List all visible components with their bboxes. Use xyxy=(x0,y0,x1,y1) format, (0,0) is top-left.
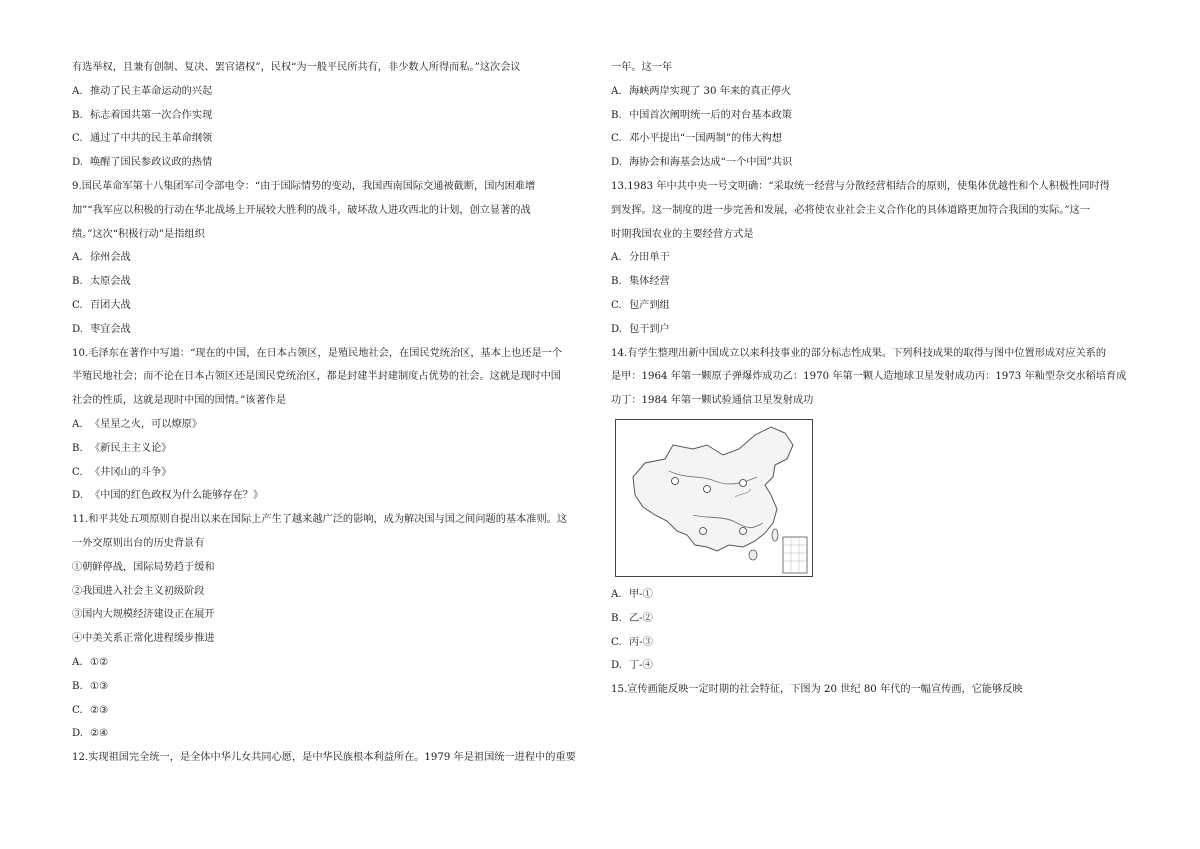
location-marker xyxy=(740,527,747,534)
option-d[interactable]: D. ②④ xyxy=(72,728,109,740)
stem-line: 有选举权，且兼有创制、复决、罢官诸权”，民权“为一般平民所共有，非少数人所得而私。”这次会议 xyxy=(72,62,521,73)
list-item: ①朝鲜停战，国际局势趋于缓和 xyxy=(72,561,215,573)
stem-line: 社会的性质，这就是现时中国的国情。”该著作是 xyxy=(72,395,287,407)
location-marker xyxy=(740,479,747,486)
option-c[interactable]: C. 包产到组 xyxy=(611,299,670,311)
location-marker xyxy=(672,477,679,484)
option-c[interactable]: C. 《井冈山的斗争》 xyxy=(72,466,172,478)
right-column xyxy=(611,56,1129,702)
stem-line: 加”“我军应以积极的行动在华北战场上开展较大胜利的战斗，破坏敌人进攻西北的计划，创立显著的战 xyxy=(72,204,531,216)
list-item: ③国内大规模经济建设正在展开 xyxy=(72,609,215,621)
q8-tail xyxy=(72,56,590,80)
option-c[interactable]: C. 丙-③ xyxy=(611,636,653,648)
option-d[interactable]: D. 《中国的红色政权为什么能够存在？》 xyxy=(72,490,264,502)
q12-tail xyxy=(611,56,1129,80)
option-a[interactable]: A. 分田单干 xyxy=(611,252,670,264)
stem-line: 绩。”这次“积极行动”是指组织 xyxy=(72,228,205,240)
option-b[interactable]: B. 乙-② xyxy=(611,612,653,624)
list-item: ②我国进入社会主义初级阶段 xyxy=(72,585,205,597)
q11-options xyxy=(72,651,590,746)
option-a[interactable]: A. 徐州会战 xyxy=(72,252,131,264)
list-item: ④中美关系正常化进程缓步推进 xyxy=(72,633,215,645)
option-b[interactable]: B. 太原会战 xyxy=(72,276,131,288)
q8-options xyxy=(72,80,590,175)
left-column xyxy=(72,56,590,770)
option-d[interactable]: D. 包干到户 xyxy=(611,323,670,335)
china-map-figure xyxy=(615,419,813,577)
q11-stem xyxy=(72,508,590,556)
q12-stem xyxy=(72,746,590,770)
stem-line: 时期我国农业的主要经营方式是 xyxy=(611,228,754,240)
stem-line: 10.毛泽东在著作中写道：“现在的中国，在日本占领区，是殖民地社会，在国民党统治区，基本上也还是一个 xyxy=(72,347,563,359)
q10-options xyxy=(72,413,590,508)
stem-line: 半殖民地社会；而不论在日本占领区还是国民党统治区，都是封建半封建制度占优势的社会。这就是现时中国 xyxy=(72,371,561,383)
stem-line: 到发挥。这一制度的进一步完善和发展，必将使农业社会主义合作化的具体道路更加符合我国的实际。”这一 xyxy=(611,204,1090,216)
option-b[interactable]: B. 《新民主主义论》 xyxy=(72,442,172,454)
taiwan-island xyxy=(772,529,778,541)
option-b[interactable]: B. 中国首次阐明统一后的对台基本政策 xyxy=(611,109,792,121)
option-c[interactable]: C. 通过了中共的民主革命纲领 xyxy=(72,133,213,145)
option-c[interactable]: C. ②③ xyxy=(72,704,109,716)
q9-stem xyxy=(72,175,590,246)
stem-line: 13.1983 年中共中央一号文明确：“采取统一经营与分散经营相结合的原则，使集体优越性和个人积极性同时得 xyxy=(611,180,1110,192)
stem-line: 是甲：1964 年第一颗原子弹爆炸成功乙：1970 年第一颗人造地球卫星发射成功丙：1973 年籼型杂交水稻培育成 xyxy=(611,371,1127,383)
stem-line: 一外交原则出台的历史背景有 xyxy=(72,537,205,549)
stem-line: 11.和平共处五项原则自提出以来在国际上产生了越来越广泛的影响，成为解决国与国之间问题的基本准则。这 xyxy=(72,514,568,526)
option-a[interactable]: A. ①② xyxy=(72,656,109,668)
stem-line: 一年。这一年 xyxy=(611,62,673,73)
q13-options xyxy=(611,246,1129,341)
stem-line: 12.实现祖国完全统一，是全体中华儿女共同心愿，是中华民族根本利益所在。1979 年是祖国统一进程中的重要 xyxy=(72,752,576,764)
option-d[interactable]: D. 枣宜会战 xyxy=(72,323,131,335)
q11-items xyxy=(72,556,590,651)
q15-stem xyxy=(611,678,1129,702)
south-sea-inset xyxy=(783,537,807,573)
stem-line: 9.国民革命军第十八集团军司令部电令：“由于国际情势的变动，我国西南国际交通被截断，国内困难增 xyxy=(72,180,536,192)
q14-options xyxy=(611,583,1129,678)
q10-stem xyxy=(72,342,590,413)
location-marker xyxy=(704,485,711,492)
option-a[interactable]: A. 《星星之火，可以燎原》 xyxy=(72,418,203,430)
stem-line: 功丁：1984 年第一颗试验通信卫星发射成功 xyxy=(611,395,814,407)
q14-stem xyxy=(611,342,1129,413)
option-b[interactable]: B. 标志着国共第一次合作实现 xyxy=(72,109,213,121)
stem-line: 14.有学生整理出新中国成立以来科技事业的部分标志性成果。下列科技成果的取得与图中位置形成对应关系的 xyxy=(611,347,1107,359)
option-c[interactable]: C. 邓小平提出“一国两制”的伟大构想 xyxy=(611,133,783,145)
option-a[interactable]: A. 海峡两岸实现了 30 年来的真正停火 xyxy=(611,85,792,97)
stem-line: 15.宣传画能反映一定时期的社会特征，下图为 20 世纪 80 年代的一幅宣传画，它能够反映 xyxy=(611,684,1023,696)
location-marker xyxy=(700,527,707,534)
option-b[interactable]: B. ①③ xyxy=(72,680,109,692)
option-b[interactable]: B. 集体经营 xyxy=(611,276,670,288)
option-d[interactable]: D. 海协会和海基会达成“一个中国”共识 xyxy=(611,157,793,169)
option-c[interactable]: C. 百团大战 xyxy=(72,299,131,311)
option-a[interactable]: A. 甲-① xyxy=(611,588,653,600)
q13-stem xyxy=(611,175,1129,246)
hainan-island xyxy=(749,550,757,560)
option-d[interactable]: D. 丁-④ xyxy=(611,660,653,672)
q9-options xyxy=(72,246,590,341)
q12-options xyxy=(611,80,1129,175)
option-a[interactable]: A. 推动了民主革命运动的兴起 xyxy=(72,85,213,97)
option-d[interactable]: D. 唤醒了国民参政议政的热情 xyxy=(72,157,213,169)
